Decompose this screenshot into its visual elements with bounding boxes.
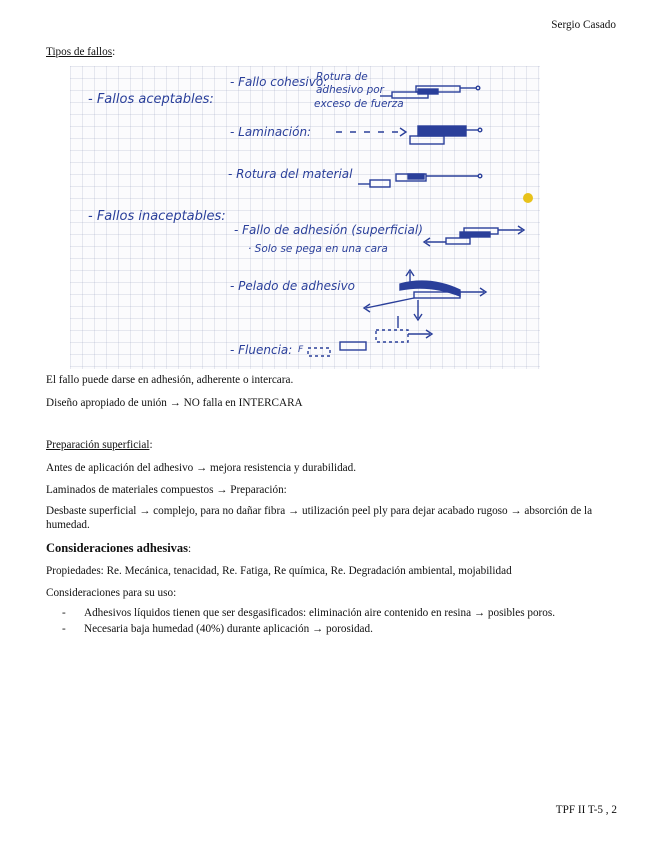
adhesive-colon: : xyxy=(188,543,192,555)
list-item xyxy=(0,607,663,623)
label-peel: - Pelado de adhesivo xyxy=(230,279,356,293)
usage-intro: Consideraciones para su uso: xyxy=(46,587,177,599)
failures-heading: Tipos de fallos xyxy=(46,46,113,58)
lamination-stack xyxy=(418,126,466,136)
sketch-drawing xyxy=(70,66,540,369)
break-adhesive xyxy=(408,174,424,179)
lamination-arrow-head xyxy=(400,128,406,136)
label-lamination: - Laminación: xyxy=(230,125,312,139)
failures-colon: : xyxy=(112,46,116,58)
bullet-dash: - xyxy=(62,607,66,619)
surface-line-3: Desbaste superficial → complejo, para no dañar fibra → utilización peel ply para dejar acabado rugoso → absorción de la xyxy=(46,505,593,517)
label-unacceptable: - Fallos inaceptables: xyxy=(88,209,226,224)
surface-line-2: Laminados de materiales compuestos → Preparación: xyxy=(46,484,287,496)
adhesion-layer xyxy=(460,232,490,237)
adhesive-heading: Consideraciones adhesivas xyxy=(46,541,189,555)
properties-line: Propiedades: Re. Mecánica, tenacidad, Re. Fatiga, Re química, Re. Degradación ambiental, mojabilidad xyxy=(46,565,512,577)
peel-arrow-left xyxy=(366,298,414,308)
label-force: F xyxy=(298,345,304,355)
section-title-surface xyxy=(46,439,153,451)
lamination-lower xyxy=(410,136,444,144)
lamination-arrow-tip xyxy=(478,128,482,132)
label-cohesive: - Fallo cohesivo: xyxy=(230,75,328,89)
section-title-failures xyxy=(46,46,115,58)
break-left-piece xyxy=(370,180,390,187)
creep-lower xyxy=(340,342,366,350)
surface-colon: : xyxy=(149,439,153,451)
creep-dashed-upper xyxy=(376,330,408,342)
para-failure-location: El fallo puede darse en adhesión, adherente o intercara. xyxy=(46,374,294,386)
label-material-break: - Rotura del material xyxy=(228,167,353,181)
bullet-text: Necesaria baja humedad (40%) durante aplicación → porosidad. xyxy=(84,623,373,635)
label-adhesion-note: · Solo se pega en una cara xyxy=(248,243,388,255)
usage-list xyxy=(0,607,663,639)
cohesive-note-2: adhesivo por xyxy=(316,84,384,96)
author-name: Sergio Casado xyxy=(551,19,616,31)
surface-line-1: Antes de aplicación del adhesivo → mejora resistencia y durabilidad. xyxy=(46,462,357,474)
bullet-text: Adhesivos líquidos tienen que ser desgasificados: eliminación aire contenido en resina → posibles poros. xyxy=(84,607,556,619)
creep-dashed-lower xyxy=(308,348,330,356)
cohesive-arrow-tip xyxy=(476,86,480,90)
label-creep: - Fluencia: xyxy=(230,343,293,357)
para-joint-design: Diseño apropiado de unión → NO falla en INTERCARA xyxy=(46,397,303,409)
section-title-adhesive xyxy=(46,541,191,556)
list-item xyxy=(0,623,663,639)
peel-curve xyxy=(400,281,460,296)
bullet-dash: - xyxy=(62,623,66,635)
cohesive-note-1: Rotura de xyxy=(316,71,368,83)
page-footer: TPF II T-5 , 2 xyxy=(555,804,617,816)
surface-line-4: humedad. xyxy=(46,519,90,531)
handwritten-sketch xyxy=(70,66,540,369)
surface-heading: Preparación superficial xyxy=(46,439,150,451)
break-arrow-tip xyxy=(478,174,482,178)
label-adhesion-fail: - Fallo de adhesión (superficial) xyxy=(234,223,423,237)
adhesion-lower xyxy=(446,238,470,244)
label-acceptable: - Fallos aceptables: xyxy=(88,92,214,107)
yellow-dot xyxy=(523,193,533,203)
cohesive-note-3: exceso de fuerza xyxy=(314,98,404,110)
